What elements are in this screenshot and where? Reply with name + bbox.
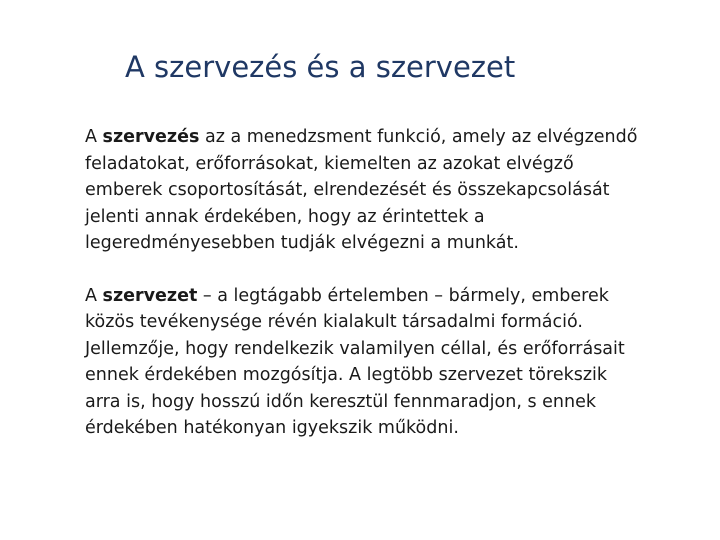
term-szervezes: szervezés [102,127,200,147]
slide-title: A szervezés és a szervezet [125,50,516,84]
slide-body [85,124,705,442]
paragraph-szervezet [85,283,705,442]
paragraph-text: az a menedzsment funkció, amely az elvégzendő feladatokat, erőforrásokat, kiemelten az azokat elvégző emberek csoportosítását, elrendezését és összekapcsolását jelenti annak érdekében, hogy az érintettek a legeredményesebben tudják elvégezni a munkát. [85,127,638,253]
paragraph-text: – a legtágabb értelemben – bármely, emberek közös tevékenysége révén kialakult társadalmi formáció. Jellemzője, hogy rendelkezik valamilyen céllal, és erőforrásait ennek érdekében mozgósítja. A legtöbb szervezet törekszik arra is, hogy hosszú időn keresztül fennmaradjon, s ennek érdekében hatékonyan igyekszik működni. [85,285,625,438]
paragraph-szervezes [85,124,705,257]
paragraph-lead: A [85,285,103,306]
paragraph-lead: A [85,127,103,147]
term-szervezet: szervezet [102,285,198,306]
